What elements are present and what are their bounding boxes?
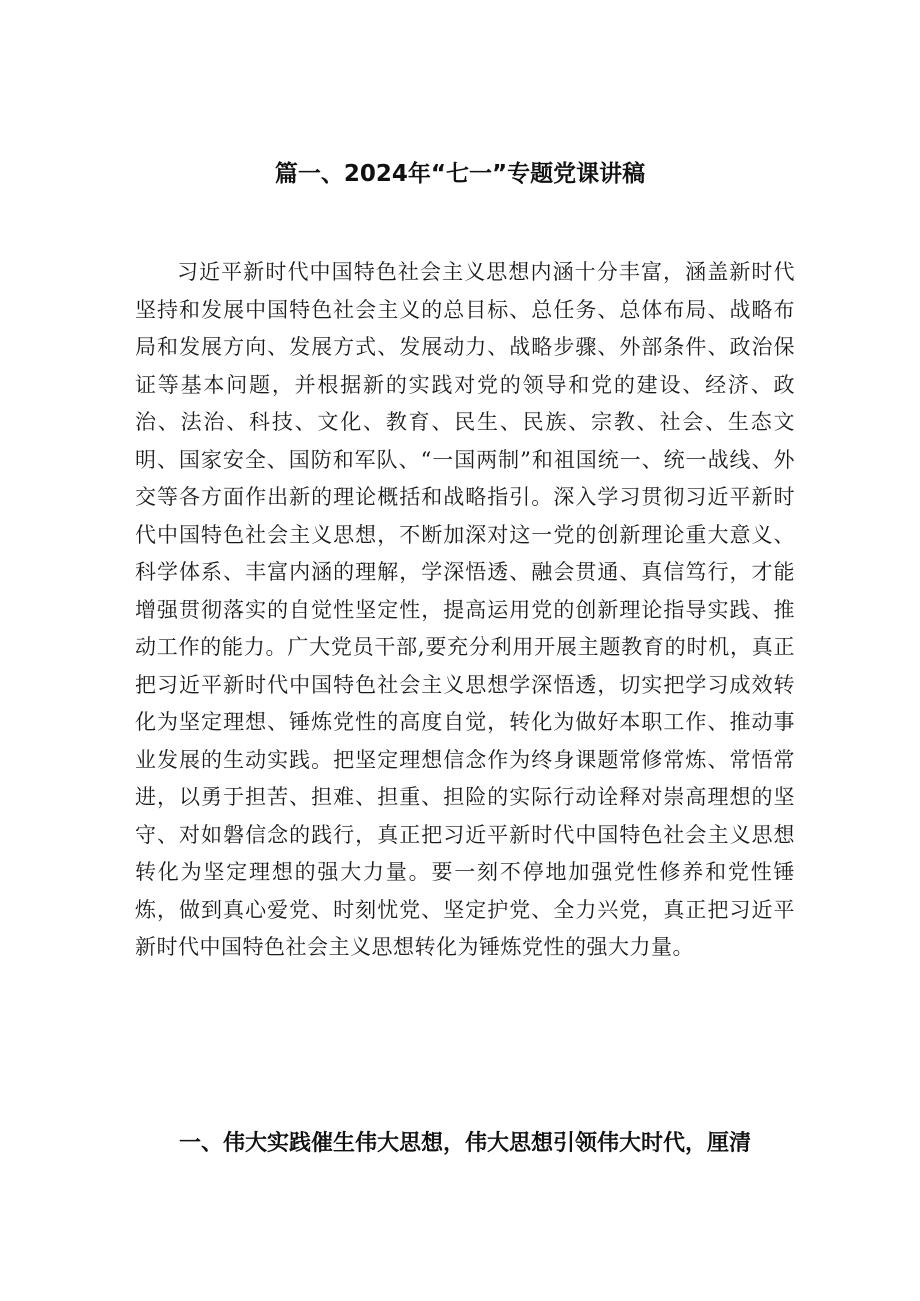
body-paragraph: 习近平新时代中国特色社会主义思想内涵十分丰富，涵盖新时代坚持和发展中国特色社会主义的总目标、总任务、总体布局、战略布局和发展方向、发展方式、发展动力、战略步骤、外部条件、政治保证等基本问题，并根据新的实践对党的领导和党的建设、经济、政治、法治、科技、文化、教育、民生、民族、宗教、社会、生态文明、国家安全、国防和军队、“一国两制”和祖国统一、统一战线、外交等各方面作出新的理论概括和战略指引。深入学习贯彻习近平新时代中国特色社会主义思想，不断加深对这一党的创新理论重大意义、科学体系、丰富内涵的理解，学深悟透、融会贯通、真信笃行，才能增强贯彻落实的自觉性坚定性，提高运用党的创新理论指导实践、推动工作的能力。广大党员干部,要充分利用开展主题教育的时机，真正把习近平新时代中国特色社会主义思想学深悟透，切实把学习成效转化为坚定理想、锤炼党性的高度自觉，转化为做好本职工作、推动事业发展的生动实践。把坚定理想信念作为终身课题常修常炼、常悟常进，以勇于担苦、担难、担重、担险的实际行动诠释对崇高理想的坚守、对如磐信念的践行，真正把习近平新时代中国特色社会主义思想转化为坚定理想的强大力量。要一刻不停地加强党性修养和党性锤炼，做到真心爱党、时刻忧党、坚定护党、全力兴党，真正把习近平新时代中国特色社会主义思想转化为锤炼党性的强大力量。 bbox=[135, 260, 795, 959]
section-heading: 一、伟大实践催生伟大思想，伟大思想引领伟大时代，厘清 bbox=[179, 1131, 752, 1156]
document-title: 篇一、2024年“七一”专题党课讲稿 bbox=[274, 161, 646, 187]
